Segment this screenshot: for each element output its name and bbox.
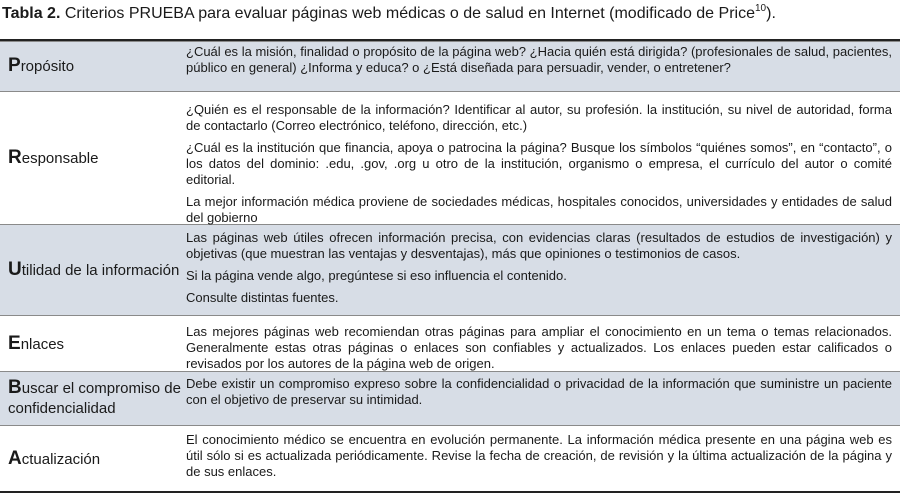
- table-row-proposito: [0, 41, 900, 92]
- row-paragraph: ¿Quién es el responsable de la información? Identificar al autor, su profesión. la institución, su nivel de autoridad, forma de contactarlo (Correo electrónico, teléfono, dirección, etc.): [186, 102, 892, 133]
- caption-lead: Tabla 2.: [2, 5, 61, 22]
- row-label: [0, 317, 182, 371]
- row-label-rest: tilidad de la información: [21, 261, 180, 279]
- caption-text: Criterios PRUEBA para evaluar páginas web médicas o de salud en Internet (modificado de Price: [60, 5, 755, 22]
- row-label-initial: A: [8, 447, 22, 469]
- row-label-rest: ctualización: [21, 450, 101, 468]
- row-label-initial: U: [8, 258, 22, 280]
- row-paragraph: El conocimiento médico se encuentra en evolución permanente. La información médica presente en una página web es útil sólo si es actualizada periódicamente. Revise la fecha de creación, de revisión y la última actualización de la página y de sus enlaces.: [186, 432, 892, 479]
- row-label-rest: nlaces: [20, 335, 65, 353]
- criteria-table: [0, 39, 900, 493]
- table-row-responsable: [0, 92, 900, 224]
- table-caption: [2, 4, 776, 24]
- row-paragraph: ¿Cuál es la institución que financia, apoya o patrocina la página? Busque los símbolos “quiénes somos”, en “contacto”, o los datos del dominio: .edu, .gov, .org u otro de la institución, organismo o empresa, el currículo del autor o comité editorial.: [186, 140, 892, 187]
- row-content: [182, 225, 900, 315]
- caption-reference: 10: [754, 2, 767, 14]
- row-label-rest: uscar el compromiso de confidencialidad: [8, 380, 181, 417]
- row-label-initial: E: [8, 332, 21, 354]
- row-content: [182, 317, 900, 371]
- row-label: [0, 42, 182, 91]
- row-content: [182, 427, 900, 491]
- row-label: [0, 427, 182, 491]
- row-label-initial: R: [8, 147, 22, 168]
- row-label: [0, 93, 182, 224]
- table-row-enlaces: [0, 316, 900, 371]
- table-row-actualizacion: [0, 426, 900, 491]
- row-label-rest: esponsable: [21, 150, 99, 167]
- row-paragraph: Las páginas web útiles ofrecen información precisa, con evidencias claras (resultados de estudios de investigación) y objetivas (que muestran las ventajas y desventajas), más que opiniones o testimonios de casos.: [186, 230, 892, 261]
- caption-tail: ).: [766, 5, 776, 22]
- row-content: [182, 93, 900, 224]
- row-paragraph: ¿Cuál es la misión, finalidad o propósito de la página web? ¿Hacia quién está dirigida? (profesionales de salud, pacientes, público en general) ¿Informa y educa? o ¿Está diseñada para persuadir, vender, o entretener?: [186, 44, 892, 75]
- row-label-rest: ropósito: [20, 58, 75, 75]
- table-row-utilidad: [0, 224, 900, 316]
- row-paragraph: Si la página vende algo, pregúntese si eso influencia el contenido.: [186, 268, 567, 283]
- row-paragraph: Consulte distintas fuentes.: [186, 290, 339, 305]
- row-paragraph: Debe existir un compromiso expreso sobre la confidencialidad o privacidad de la información que suministre un paciente con el objetivo de preservar su intimidad.: [186, 376, 892, 407]
- row-label: [0, 225, 182, 315]
- table-row-confidencialidad: [0, 371, 900, 426]
- row-label-initial: B: [8, 377, 22, 398]
- row-label-initial: P: [8, 55, 21, 76]
- row-paragraph: Las mejores páginas web recomiendan otras páginas para ampliar el conocimiento en un tema o temas relacionados. Generalmente estas otras páginas o enlaces son confiables y actualizados. Los enlaces pueden estar calificados o revisados por los autores de la página web de origen.: [186, 324, 892, 371]
- row-paragraph: La mejor información médica proviene de sociedades médicas, hospitales conocidos, universidades y entidades de salud del gobierno: [186, 194, 892, 225]
- row-content: [182, 372, 900, 425]
- row-content: [182, 42, 900, 91]
- row-label: [0, 372, 182, 425]
